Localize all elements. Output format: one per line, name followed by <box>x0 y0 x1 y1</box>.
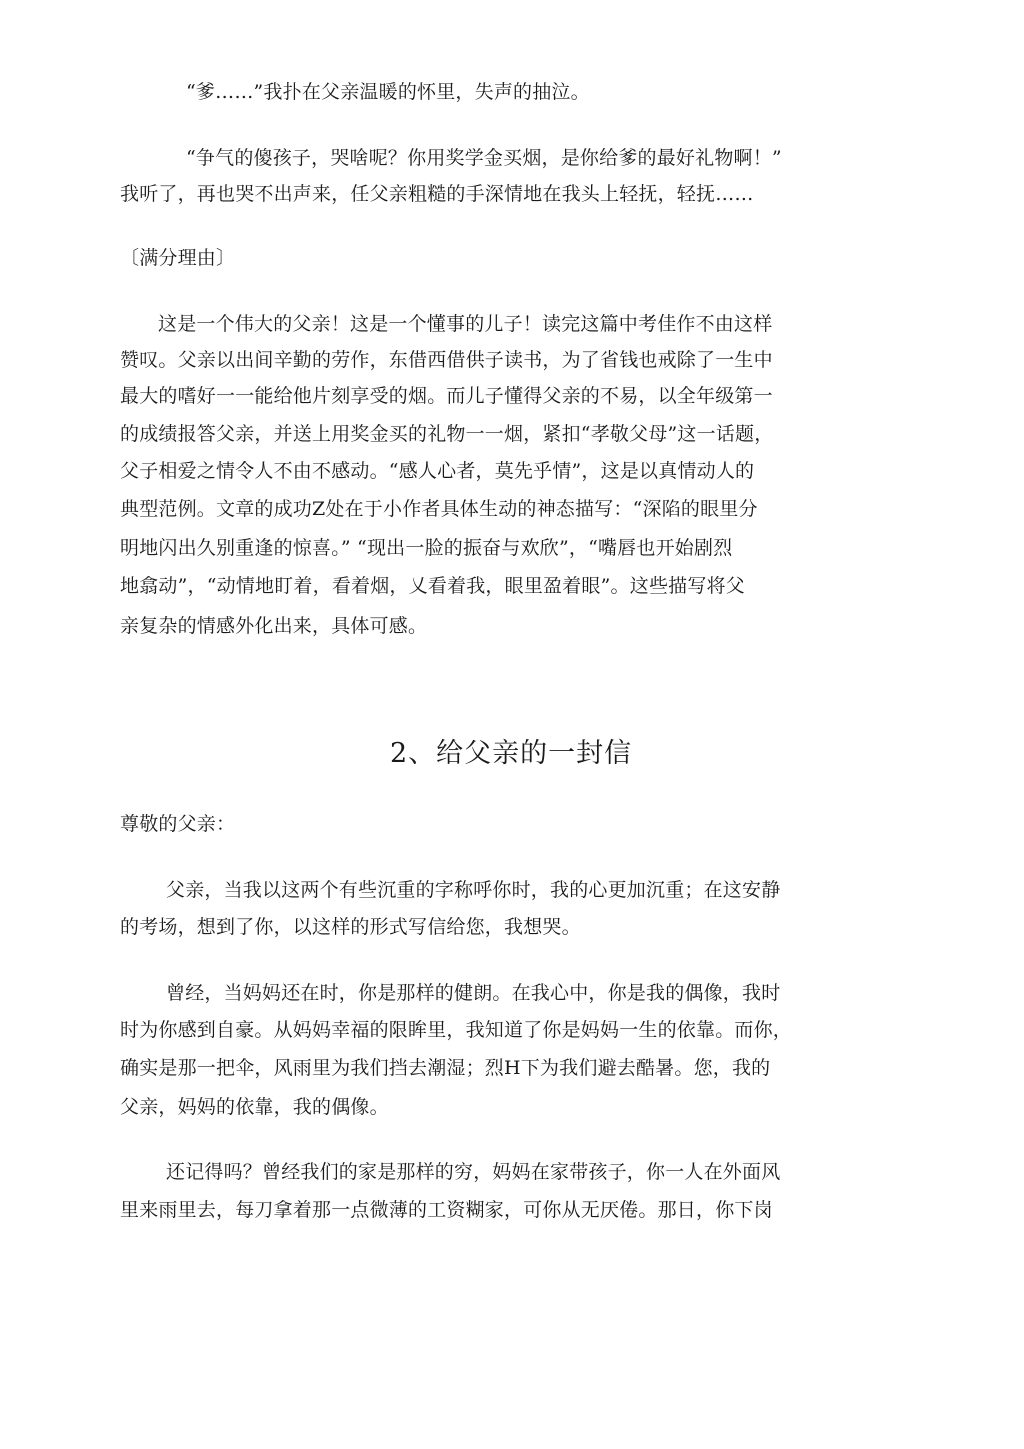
reason-line: 的成绩报答父亲，并送上用奖金买的礼物一一烟，紧扣“孝敬父母”这一话题， <box>120 423 774 445</box>
letter-salutation: 尊敬的父亲： <box>120 813 236 835</box>
essay-title: 2、给父亲的一封信 <box>390 738 633 769</box>
letter-paragraph-line: 时为你感到自豪。从妈妈幸福的限眸里，我知道了你是妈妈一生的依靠。而你， <box>120 1019 793 1041</box>
reason-line: 这是一个伟大的父亲！这是一个懂事的儿子！读完这篇中考佳作不由这样 <box>158 313 773 335</box>
reason-line: 明地闪出久别重逢的惊喜。” “现出一脸的振奋与欢欣”，“嘴唇也开始剧烈 <box>120 537 733 559</box>
reason-line: 地翕动”，“动情地盯着，看着烟，乂看着我，眼里盈着眼”。这些描写将父 <box>120 575 745 597</box>
reason-line: 典型范例。文章的成功Z处在于小作者具体生动的神态描写：“深陷的眼里分 <box>120 498 758 520</box>
story-paragraph: “爹……”我扑在父亲温暖的怀里，失声的抽泣。 <box>186 81 590 103</box>
letter-paragraph-line: 曾经，当妈妈还在时，你是那样的健朗。在我心中，你是我的偶像，我时 <box>166 982 781 1004</box>
story-paragraph: “争气的傻孩子，哭啥呢？你用奖学金买烟，是你给爹的最好礼物啊！” <box>186 147 782 169</box>
reason-line: 父子相爱之情令人不由不感动。“感人心者，莫先乎情”，这是以真情动人的 <box>120 460 755 482</box>
letter-paragraph-line: 父亲，妈妈的依靠，我的偶像。 <box>120 1096 389 1118</box>
reason-line: 亲复杂的情感外化出来，具体可感。 <box>120 615 428 637</box>
letter-paragraph-line: 父亲，当我以这两个有些沉重的字称呼你时，我的心更加沉重；在这安静 <box>166 879 781 901</box>
letter-paragraph-line: 里来雨里去，每刀拿着那一点微薄的工资糊家，可你从无厌倦。那日，你下岗 <box>120 1199 773 1221</box>
letter-paragraph-line: 的考场，想到了你，以这样的形式写信给您，我想哭。 <box>120 916 581 938</box>
reason-line: 最大的嗜好一一能给他片刻享受的烟。而儿子懂得父亲的不易，以全年级第一 <box>120 385 773 407</box>
letter-paragraph-line: 还记得吗？曾经我们的家是那样的穷，妈妈在家带孩子，你一人在外面风 <box>166 1161 781 1183</box>
story-paragraph: 我听了，再也哭不出声来，任父亲粗糙的手深情地在我头上轻抚，轻抚…… <box>120 183 754 205</box>
section-heading: 〔满分理由〕 <box>120 247 236 269</box>
reason-line: 赞叹。父亲以出间辛勤的劳作，东借西借供子读书，为了省钱也戒除了一生中 <box>120 349 773 371</box>
letter-paragraph-line: 确实是那一把伞，风雨里为我们挡去潮湿；烈H下为我们避去酷暑。您，我的 <box>120 1057 771 1079</box>
